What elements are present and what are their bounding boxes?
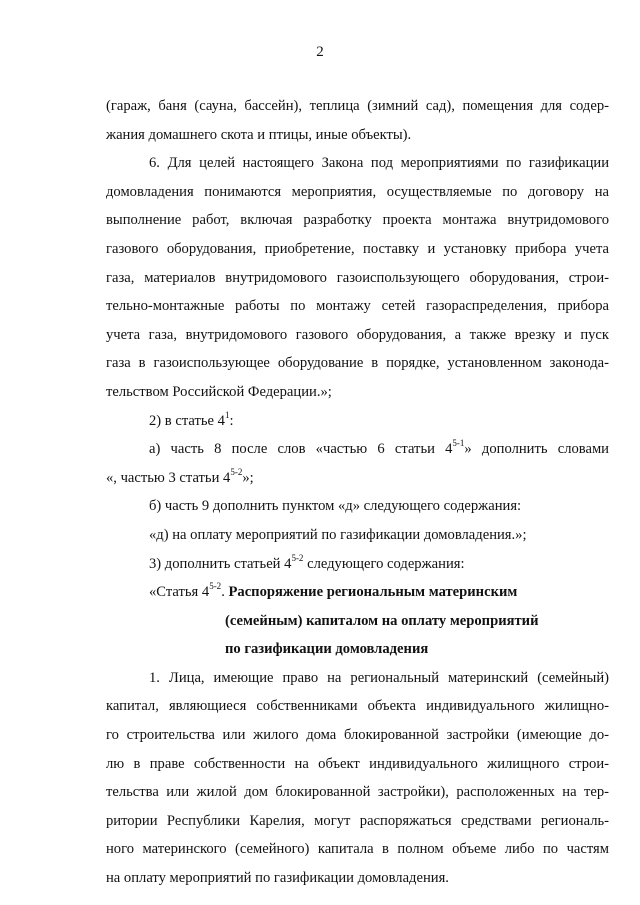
text-line: домовладения понимаются мероприятия, осуществляемые по договору на [106, 183, 609, 200]
text-line: тельством Российской Федерации.»; [106, 383, 332, 400]
text-line: учета газа, внутридомового газового оборудования, а также врезку и пуск [106, 326, 609, 343]
text-line: выполнение работ, включая разработку проекта монтажа внутридомового [106, 212, 609, 229]
text-line: тельства или жилой дом блокированной застройки), расположенных на тер- [106, 784, 609, 801]
text-line: (гараж, баня (сауна, бассейн), теплица (зимний сад), помещения для содер- [106, 98, 609, 114]
superscript: 5-1 [452, 438, 465, 449]
text-fragment: а) часть 8 после слов «частью 6 статьи 4 [149, 441, 453, 458]
text-fragment: 3) дополнить статьей 4 [149, 555, 292, 572]
text-fragment: » дополнить словами [464, 441, 609, 458]
article-title: Распоряжение региональным материнским [228, 584, 518, 601]
text-line: жания домашнего скота и птицы, иные объекты). [106, 126, 412, 143]
text-line: 1. Лица, имеющие право на региональный материнский (семейный) [149, 669, 609, 686]
text-line [106, 550, 609, 579]
text-line: тельно-монтажные работы по монтажу сетей газораспределения, прибора [106, 298, 609, 315]
article-number: «Статья 4 [149, 584, 210, 601]
text-fragment: «, частью 3 статьи 4 [106, 469, 231, 486]
text-line: го строительства или жилого дома блокированной застройки (имеющие до- [106, 727, 609, 744]
text-fragment: : [229, 412, 234, 429]
text-line: газового оборудования, приобретение, поставку и установку прибора учета [106, 240, 609, 257]
text-line: 6. Для целей настоящего Закона под мероприятиями по газификации [149, 155, 609, 172]
text-line: «д) на оплату мероприятий по газификации домовладения.»; [149, 526, 527, 543]
text-line: б) часть 9 дополнить пунктом «д» следующего содержания: [149, 498, 522, 515]
superscript: 5-2 [209, 581, 222, 592]
text-fragment: 2) в статье 4 [149, 412, 225, 429]
text-line: газа в газоиспользующее оборудование в порядке, установленном законода- [106, 355, 609, 372]
document-body [106, 92, 609, 893]
article-title-line: (семейным) капиталом на оплату мероприятий [225, 612, 539, 629]
text-line: лю в праве собственности на объект индивидуального жилищного строи- [106, 755, 609, 772]
text-line [106, 407, 609, 436]
text-line: газа, материалов внутридомового газоиспользующего оборудования, строи- [106, 269, 609, 286]
text-fragment: »; [242, 469, 254, 486]
text-line: ного материнского (семейного) капитала в полном объеме либо по частям [106, 841, 609, 858]
text-line: ритории Республики Карелия, могут распоряжаться средствами региональ- [106, 812, 609, 829]
text-line [106, 464, 609, 493]
text-line: на оплату мероприятий по газификации домовладения. [106, 870, 449, 887]
text-fragment: следующего содержания: [303, 555, 465, 572]
article-heading [106, 578, 609, 607]
text-line [106, 435, 609, 464]
superscript: 1 [224, 409, 230, 420]
text-line: капитал, являющиеся собственниками объекта индивидуального жилищно- [106, 698, 609, 715]
superscript: 5-2 [230, 466, 243, 477]
superscript: 5-2 [291, 552, 304, 563]
page-number: 2 [316, 44, 324, 60]
article-title-line: по газификации домовладения [225, 641, 429, 658]
text-fragment: . [221, 584, 229, 601]
